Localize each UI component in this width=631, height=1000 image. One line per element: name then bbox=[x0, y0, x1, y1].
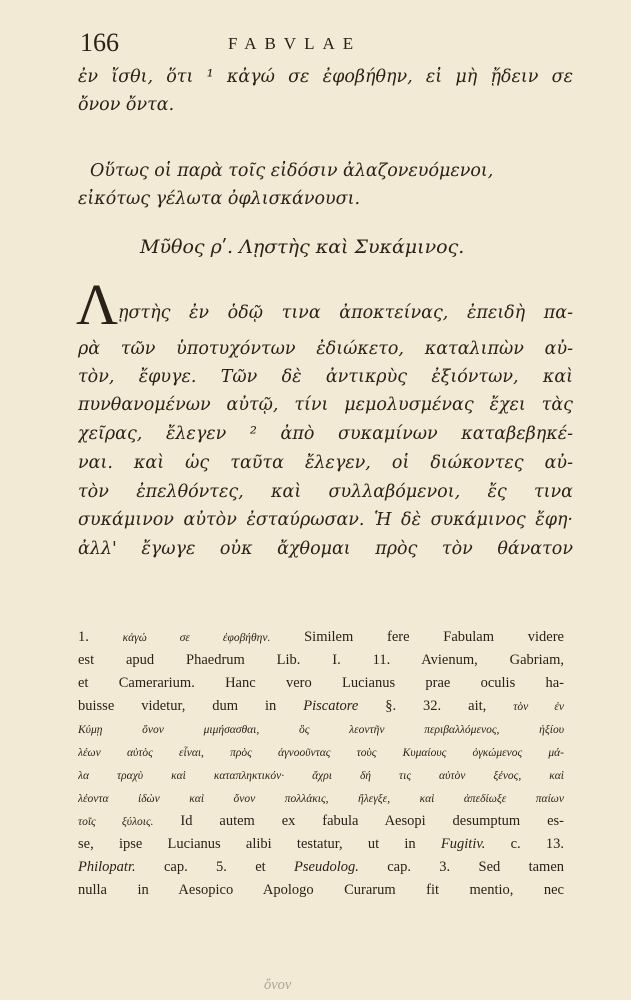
fable-title: Μῦθος ρʹ. Λῃστὴς καὶ Συκάμινος. bbox=[140, 236, 465, 258]
note-line-8 bbox=[78, 787, 564, 811]
greek-quote: λα τραχὺ καὶ καταπληκτικόν· ἄχρι δή τις αὐτὸν ξένος, καὶ bbox=[78, 770, 564, 782]
fable-line-4: πυνθανομένων αὐτῷ, τίνι μεμολυσμένας ἔχει τὰς bbox=[78, 395, 573, 415]
work-title: Pseudolog. bbox=[294, 859, 359, 875]
note-line-9 bbox=[78, 810, 564, 834]
moral-line-1: Οὕτως οἱ παρὰ τοῖς εἰδόσιν ἀλαζονευόμενοι, bbox=[90, 161, 494, 181]
intro-line-1: ἐν ἴσθι, ὅτι ¹ κἀγώ σε ἐφοβήθην, εἰ μὴ ᾔδειν σε bbox=[78, 67, 573, 87]
greek-quote: Κύμῃ ὄνον μιμήσασθαι, ὃς λεοντῆν περιβαλλόμενος, ἠξίου bbox=[78, 724, 564, 736]
page-number: 166 bbox=[80, 28, 119, 57]
running-header bbox=[80, 28, 580, 58]
note-line-11 bbox=[78, 856, 564, 879]
note-text: cap. 3. Sed tamen bbox=[387, 859, 564, 875]
note-line-10 bbox=[78, 833, 564, 856]
fable-line-2: ρὰ τῶν ὑποτυχόντων ἐδιώκετο, καταλιπὼν αὐ- bbox=[78, 339, 573, 359]
bleed-through-text: ὄνον bbox=[264, 977, 292, 993]
moral-line-2: εἰκότως γέλωτα ὀφλισκάνουσι. bbox=[78, 189, 361, 209]
work-title: Fugitiv. bbox=[440, 836, 486, 852]
fable-line-5: χεῖρας, ἔλεγεν ² ἀπὸ συκαμίνων καταβεβηκέ- bbox=[78, 424, 573, 444]
fable-line-6: ναι. καὶ ὡς ταῦτα ἔλεγεν, οἱ διώκοντες αὐ- bbox=[78, 453, 573, 473]
note-line-6 bbox=[78, 741, 564, 765]
note-text: Id autem ex fabula Aesopi desumptum es- bbox=[180, 813, 564, 829]
work-title: Philopatr. bbox=[78, 859, 136, 875]
note-line-1 bbox=[78, 626, 564, 650]
note-text: c. 13. bbox=[510, 836, 564, 852]
greek-quote: λέων αὐτὸς εἶναι, πρὸς ἀγνοοῦντας τοὺς Κυμαίους ὀγκώμενος μά- bbox=[78, 747, 564, 759]
greek-quote: λέοντα ἰδὼν καὶ ὄνον πολλάκις, ἤλεγξε, καὶ ἀπεδίωξε παίων bbox=[78, 793, 564, 805]
fable-line-8: συκάμινον αὐτὸν ἐσταύρωσαν. Ἡ δὲ συκάμινος ἔφη· bbox=[78, 510, 573, 530]
note-text: Similem fere Fabulam videre bbox=[304, 629, 564, 645]
note-text: §. 32. ait, bbox=[385, 698, 487, 714]
fable-line-1: ῃστὴς ἐν ὁδῷ τινα ἀποκτείνας, ἐπειδὴ πα- bbox=[118, 303, 573, 323]
note-number: 1. bbox=[78, 629, 89, 645]
fable-line-7: τὸν ἐπελθόντες, καὶ συλλαβόμενοι, ἔς τινα bbox=[78, 482, 573, 502]
note-line-3: et Camerarium. Hanc vero Lucianus prae oculis ha- bbox=[78, 675, 564, 691]
note-line-5 bbox=[78, 718, 564, 742]
note-text: se, ipse Lucianus alibi testatur, ut in bbox=[78, 836, 416, 852]
drop-cap: Λ bbox=[76, 272, 119, 337]
work-title: Piscatore bbox=[303, 698, 359, 714]
note-line-7 bbox=[78, 764, 564, 788]
note-line-2: est apud Phaedrum Lib. I. 11. Avienum, Gabriam, bbox=[78, 652, 564, 668]
greek-quote: τοῖς ξύλοις. bbox=[78, 816, 154, 828]
intro-line-2: ὄνον ὄντα. bbox=[78, 95, 175, 115]
fable-line-9: ἀλλ' ἔγωγε οὐκ ἄχθομαι πρὸς τὸν θάνατον bbox=[78, 539, 573, 559]
note-text: buisse videtur, dum in bbox=[78, 698, 277, 714]
fable-line-3: τὸν, ἔφυγε. Τῶν δὲ ἀντικρὺς ἐξιόντων, καὶ bbox=[78, 367, 573, 387]
note-line-12: nulla in Aesopico Apologo Curarum fit mentio, nec bbox=[78, 882, 564, 898]
note-lemma: κἀγώ σε ἐφοβήθην. bbox=[122, 632, 271, 644]
greek-quote: τὸν ἐν bbox=[513, 701, 564, 713]
note-text: cap. 5. et bbox=[163, 859, 266, 875]
note-line-4 bbox=[78, 695, 564, 719]
running-title: FABVLAE bbox=[228, 34, 362, 53]
